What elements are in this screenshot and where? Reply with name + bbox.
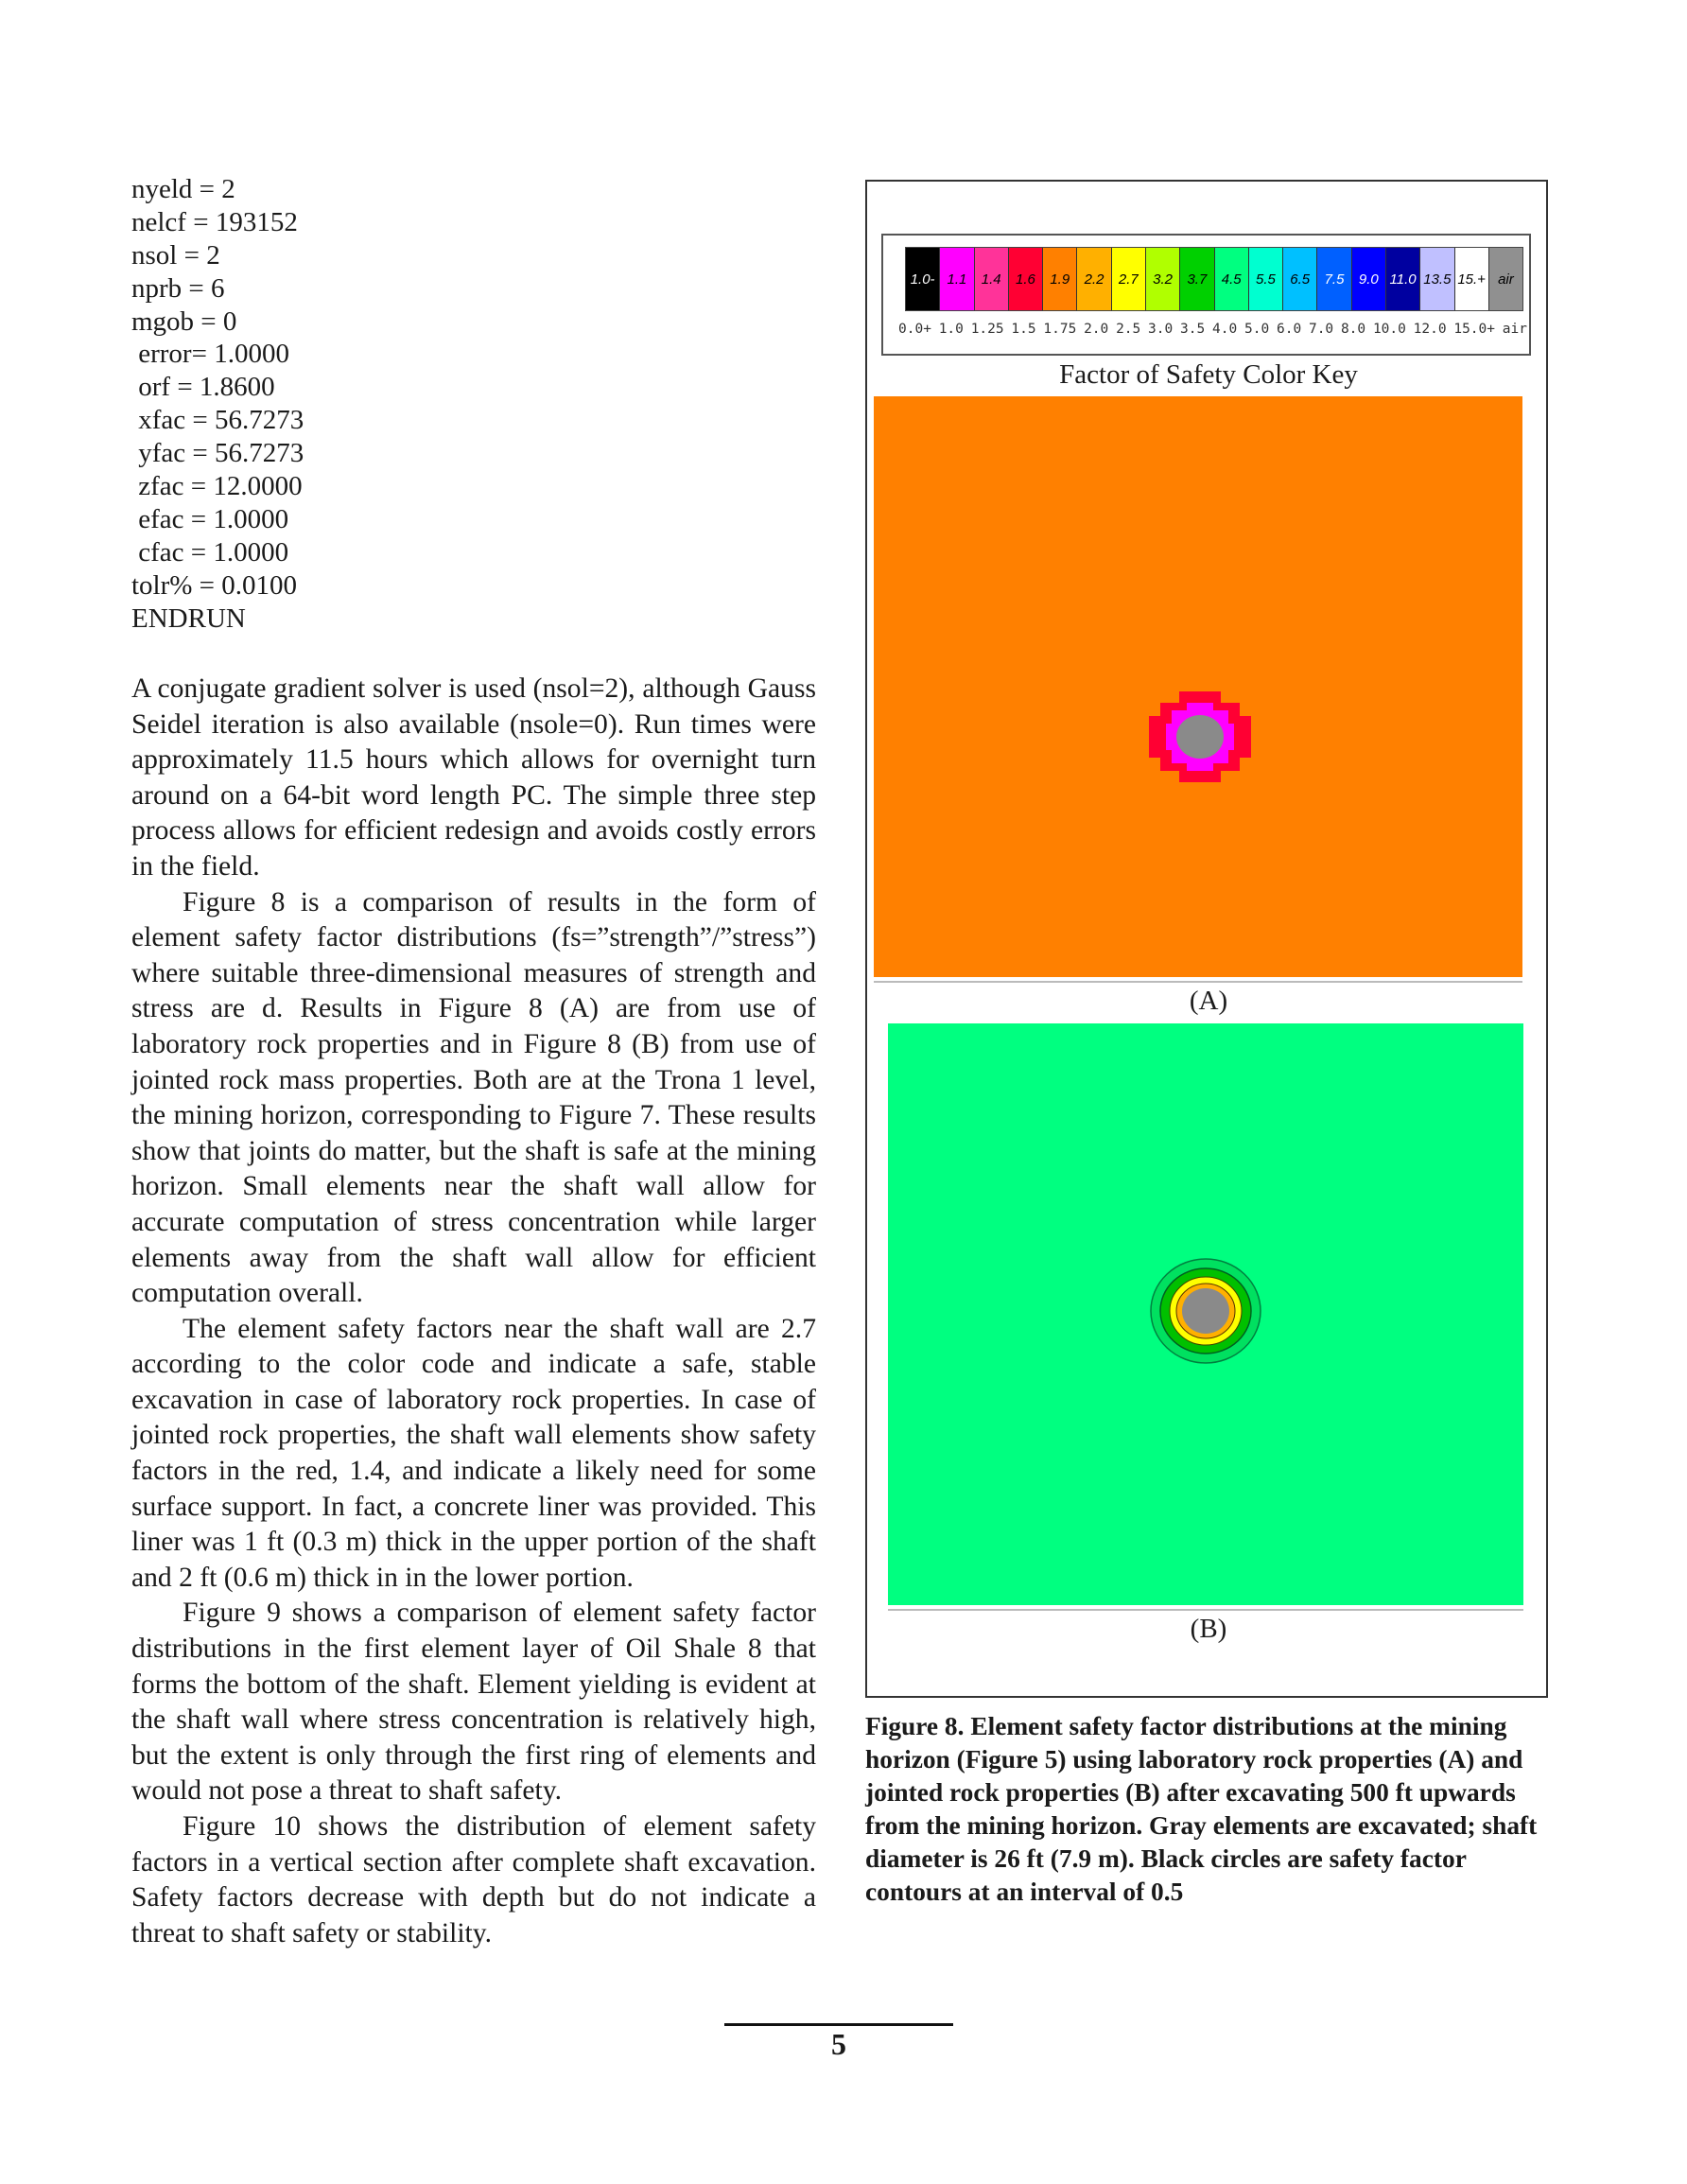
code-line: xfac = 56.7273 [131,405,304,436]
panel-b-label: (B) [1190,1614,1227,1644]
code-line: error= 1.0000 [131,339,289,370]
color-key-swatch: 1.4 [975,248,1009,310]
color-key-value: 15.0+ [1453,322,1495,337]
color-key-value: 7.0 [1308,322,1334,337]
panel-a-label: (A) [1189,986,1228,1016]
code-line: orf = 1.8600 [131,372,275,403]
paragraph: Figure 9 shows a comparison of element safety factor distributions in the first element layer of Oil Shale 8 that forms the bottom of the shaft. Element yielding is evident at the shaft wall where stress concentration is relatively high, but the extent is only through the first ring of elements and would not pose a threat to shaft safety. [131,1598,816,1807]
page-number: 5 [831,2027,846,2061]
color-key-value: 1.0 [938,322,964,337]
color-key-swatch: 7.5 [1317,248,1351,310]
color-key-value: 2.0 [1084,322,1109,337]
paragraph: The element safety factors near the shaft wall are 2.7 according to the color code and indicate a safe, stable excavation in case of laboratory rock properties. In case of jointed rock properties, the shaft wall elements show safety factors in the red, 1.4, and indicate a likely need for some surface support. In fact, a concrete liner was provided. This liner was 1 ft (0.3 m) thick in the upper portion of the shaft and 2 ft (0.6 m) thick in in the lower portion. [131,1313,816,1593]
color-key-value: 6.0 [1276,322,1302,337]
paragraph: A conjugate gradient solver is used (nsol=2), although Gauss Seidel iteration is also available (nsole=0). Run times were approximately 11.5 hours which allows for overnight turn around on a 64-bit word length PC. The simple three step process allows for efficient redesign and avoids costly errors in the field. [131,673,816,882]
color-key-value: 10.0 [1372,322,1406,337]
body-text [131,672,816,1951]
color-key-swatch: 2.7 [1112,248,1146,310]
code-line: nprb = 6 [131,272,225,304]
color-key-swatch: 9.0 [1352,248,1386,310]
color-key-value: 3.0 [1148,322,1174,337]
color-key-swatch: 13.5 [1420,248,1454,310]
color-key-value: 8.0 [1340,322,1366,337]
color-key-swatch: 2.2 [1077,248,1111,310]
code-line: mgob = 0 [131,306,237,337]
paragraph: Figure 10 shows the distribution of element safety factors in a vertical section after complete shaft excavation. Safety factors decrease with depth but do not indicate a threat to shaft safety or stability. [131,1811,816,1948]
color-key-value: 1.5 [1011,322,1036,337]
panel-a-divider [874,981,1522,983]
color-key-values [898,322,1527,342]
color-key-swatch: 1.0- [906,248,940,310]
code-line: nsol = 2 [131,239,220,271]
panel-b-divider [888,1609,1523,1611]
input-listing [131,173,491,635]
code-line: yfac = 56.7273 [131,438,304,469]
code-line: ENDRUN [131,603,246,634]
color-key [881,234,1531,356]
color-key-value: 2.5 [1116,322,1141,337]
code-line: nyeld = 2 [131,174,235,204]
footer-rule [724,2023,953,2026]
color-key-swatch: 15.+ [1455,248,1489,310]
color-key-value: 1.25 [970,322,1004,337]
panel-a-plot [874,396,1522,977]
figure-8 [865,180,1548,1698]
color-key-value: 5.0 [1244,322,1270,337]
code-line: cfac = 1.0000 [131,536,289,568]
code-line: tolr% = 0.0100 [131,569,298,601]
color-key-swatch: 1.6 [1009,248,1043,310]
excavated-shaft [1182,1288,1229,1334]
color-key-swatch: 1.1 [940,248,974,310]
color-key-swatch: 11.0 [1386,248,1420,310]
color-key-value: 4.0 [1212,322,1238,337]
code-line: efac = 1.0000 [131,503,289,534]
color-key-swatch: 3.2 [1146,248,1180,310]
color-key-swatch: 4.5 [1215,248,1249,310]
paragraph: Figure 8 is a comparison of results in the form of element safety factor distributions (fs=”strength”/”stress”) where suitable three-dimensional measures of strength and stress are d. Results in Figure 8 (A) are from use of laboratory rock properties and in Figure 8 (B) from use of jointed rock mass properties. Both are at the Trona 1 level, the mining horizon, corresponding to Figure 7. These results show that joints do matter, but the shaft is safe at the mining horizon. Small elements near the shaft wall allow for accurate computation of stress concentration while larger elements away from the shaft wall allow for efficient computation overall. [131,886,816,1309]
color-key-swatch: 5.5 [1249,248,1283,310]
panel-b-contours [888,1023,1523,1605]
code-line: zfac = 12.0000 [131,471,303,502]
panel-a-contours [874,396,1522,977]
color-key-value: 12.0 [1413,322,1447,337]
color-key-value: 1.75 [1043,322,1077,337]
color-key-swatch: air [1489,248,1522,310]
code-line: nelcf = 193152 [131,206,298,237]
color-key-value: 3.5 [1180,322,1206,337]
color-key-swatch: 6.5 [1283,248,1317,310]
color-key-title: Factor of Safety Color Key [1059,359,1358,390]
color-key-swatch: 1.9 [1043,248,1077,310]
figure-caption: Figure 8. Element safety factor distributions at the mining horizon (Figure 5) using laboratory rock properties (A) and jointed rock properties (B) after excavating 500 ft upwards from the mining horizon. Gray elements are excavated; shaft diameter is 26 ft (7.9 m). Black circles are safety factor contours at an interval of 0.5 [865,1712,1538,1906]
color-key-swatches [905,247,1523,311]
color-key-value: air [1502,322,1527,337]
panel-b-plot [888,1023,1523,1605]
color-key-swatch: 3.7 [1180,248,1214,310]
excavated-shaft [1176,715,1224,759]
color-key-value: 0.0+ [898,322,931,337]
